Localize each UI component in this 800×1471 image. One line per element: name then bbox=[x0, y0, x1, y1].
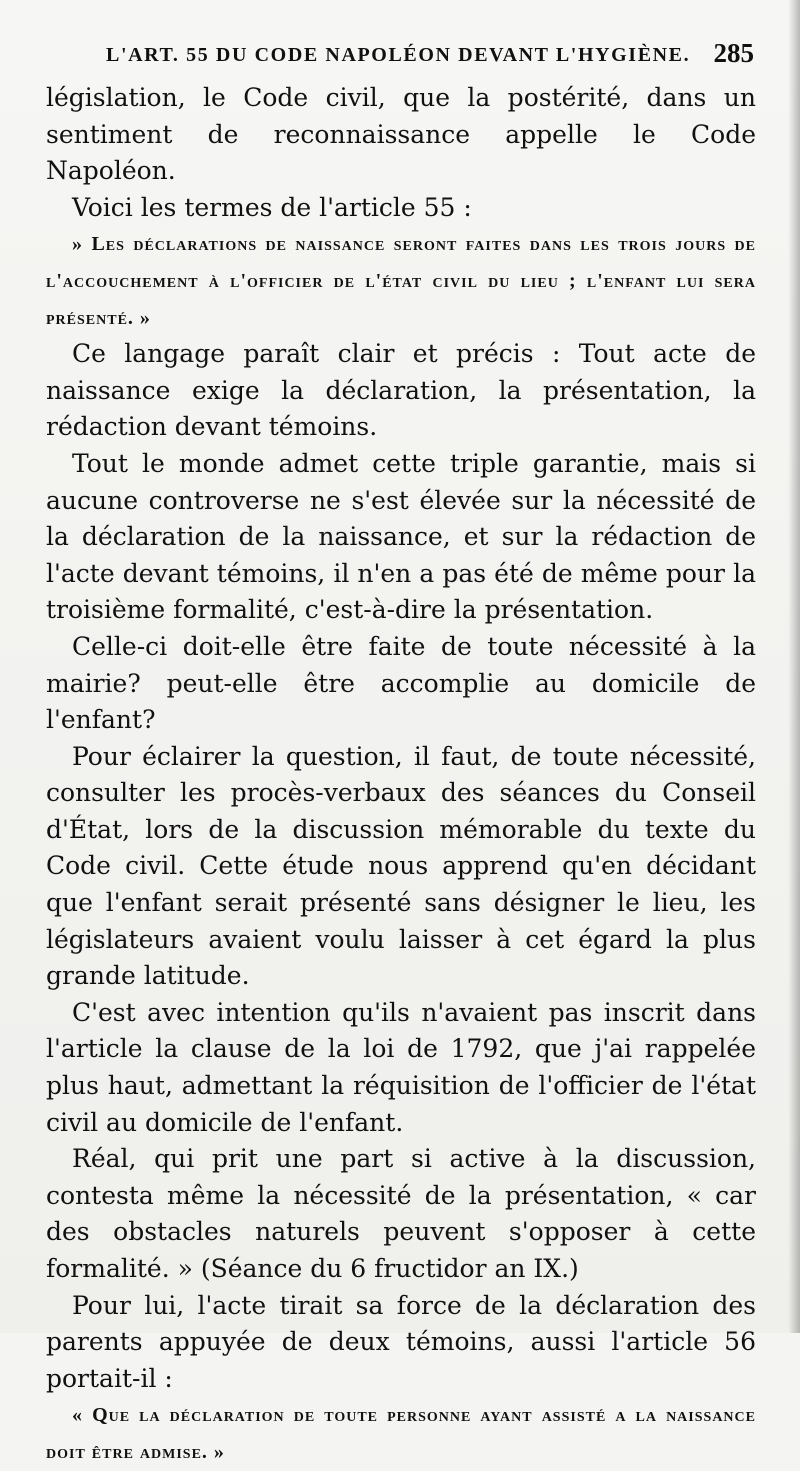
paragraph: Réal, qui prit une part si active à la discussion, contesta même la nécessité de la présentation, « car des obstacles naturels peuvent s'opposer à cette formalité. » (Séance du 6 fructidor an IX.) bbox=[46, 1144, 756, 1283]
page-header bbox=[46, 38, 756, 80]
paragraph: Tout le monde admet cette triple garantie, mais si aucune controverse ne s'est élevée sur la nécessité de la déclaration de la naissance, et sur la rédaction de l'acte devant témoins, il n'en a pas été de même pour la troisième formalité, c'est-à-dire la présentation. bbox=[46, 448, 756, 625]
body-text bbox=[46, 80, 756, 1471]
quoted-article: « Que la déclaration de toute personne ayant assisté a la naissance doit être admise. » bbox=[46, 1404, 756, 1463]
paragraph: Voici les termes de l'article 55 : bbox=[72, 192, 472, 222]
page-number: 285 bbox=[713, 38, 754, 68]
paragraph: Celle-ci doit-elle être faite de toute nécessité à la mairie? peut-elle être accomplie au domicile de l'enfant? bbox=[46, 631, 756, 735]
paragraph: Pour éclairer la question, il faut, de toute nécessité, consulter les procès-verbaux des séances du Conseil d'État, lors de la discussion mémorable du texte du Code civil. Cette étude nous apprend qu'en décidant que l'enfant serait présenté sans désigner le lieu, les législateurs avaient voulu laisser à cet égard la plus grande latitude. bbox=[46, 741, 756, 991]
page-spine-shadow bbox=[788, 0, 800, 1333]
paragraph: Pour lui, l'acte tirait sa force de la déclaration des parents appuyée de deux témoins, aussi l'article 56 portait-il : bbox=[46, 1290, 756, 1393]
paragraph: C'est avec intention qu'ils n'avaient pas inscrit dans l'article la clause de la loi de 1792, que j'ai rappelée plus haut, admettant la réquisition de l'officier de l'état civil au domicile de l'enfant. bbox=[46, 997, 756, 1137]
running-title: L'ART. 55 DU CODE NAPOLÉON DEVANT L'HYGIÈNE. bbox=[106, 44, 691, 66]
paragraph: législation, le Code civil, que la postérité, dans un sentiment de reconnaissance appelle le Code Napoléon. bbox=[46, 83, 756, 186]
paragraph: Ce langage paraît clair et précis : Tout acte de naissance exige la déclaration, la présentation, la rédaction devant témoins. bbox=[46, 339, 756, 442]
quoted-article: » Les déclarations de naissance seront faites dans les trois jours de l'accouchement à l'officier de l'état civil du lieu ; l'enfant lui sera présenté. » bbox=[46, 233, 756, 329]
